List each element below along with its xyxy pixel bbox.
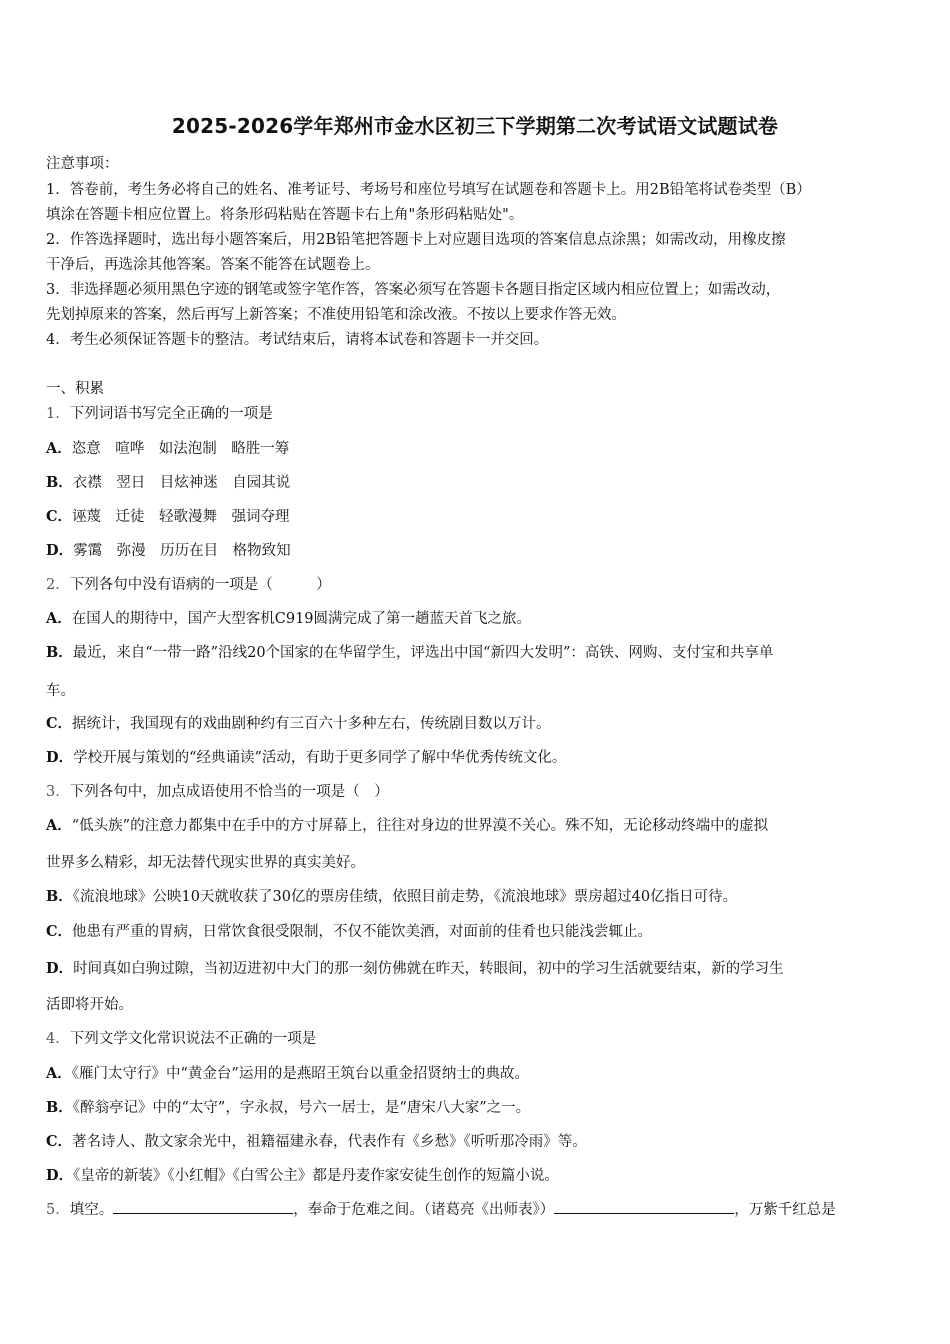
question-5	[46, 1198, 836, 1219]
option-text: 衣襟 翌日 目炫神迷 自园其说	[72, 475, 291, 491]
option-b	[46, 641, 773, 662]
section-heading: 一、积累	[46, 381, 104, 397]
option-text: 他患有严重的胃病，日常饮食很受限制，不仅不能饮美酒，对面前的佳肴也只能浅尝辄止。	[72, 924, 653, 940]
option-label: A．	[46, 817, 72, 834]
option-label: A．	[46, 1065, 72, 1082]
question-number: 3．	[46, 784, 70, 800]
option-c	[46, 920, 652, 941]
question-stem: 下列文学文化常识说法不正确的一项是	[69, 1031, 317, 1047]
option-text: 恣意 喧哗 如法泡制 略胜一筹	[71, 441, 290, 457]
notice-heading: 注意事项：	[46, 156, 119, 172]
option-b	[46, 1096, 530, 1117]
option-d	[46, 957, 784, 978]
option-label: D．	[46, 749, 74, 766]
option-text: 著名诗人、散文家余光中，祖籍福建永春，代表作有《乡愁》《听听那冷雨》等。	[72, 1134, 587, 1150]
question-number: 2．	[46, 577, 70, 593]
question-4	[46, 1027, 316, 1048]
option-label: C．	[46, 715, 73, 732]
option-b	[46, 885, 737, 906]
option-text: 雾霭 弥漫 历历在目 格物致知	[73, 543, 291, 559]
option-label: B．	[46, 644, 73, 661]
option-a	[46, 814, 768, 835]
option-d	[46, 746, 566, 767]
option-d-cont: 活即将开始。	[46, 997, 133, 1013]
option-d	[46, 1164, 559, 1185]
option-label: A．	[46, 610, 72, 627]
option-a	[46, 1062, 529, 1083]
question-number: 5．	[46, 1202, 70, 1218]
notice-line: 1．答卷前，考生务必将自己的姓名、准考证号、考场号和座位号填写在试题卷和答题卡上。用2B铅笔将试卷类型（B）	[46, 182, 811, 198]
question-2	[46, 573, 331, 594]
option-label: A．	[46, 440, 72, 457]
option-label: C．	[46, 1133, 73, 1150]
option-text: 据统计，我国现有的戏曲剧种约有三百六十多种左右，传统剧目数以万计。	[72, 716, 551, 732]
option-a-cont: 世界多么精彩，却无法替代现实世界的真实美好。	[46, 855, 365, 871]
question-stem: 下列词语书写完全正确的一项是	[69, 406, 273, 422]
option-c	[46, 712, 551, 733]
question-1	[46, 402, 273, 423]
option-text: “低头族”的注意力都集中在手中的方寸屏幕上，往往对身边的世界漠不关心。殊不知，无论移动终端中的虚拟	[71, 818, 769, 834]
option-a	[46, 607, 531, 628]
question-number: 1．	[46, 406, 70, 422]
option-label: B．	[46, 1099, 73, 1116]
option-text: 最近，来自“一带一路”沿线20个国家的在华留学生，评选出中国“新四大发明”：高铁、网购、支付宝和共享单	[72, 645, 774, 661]
notice-line: 干净后，再选涂其他答案。答案不能答在试题卷上。	[46, 257, 380, 273]
option-text: 《流浪地球》公映10天就收获了30亿的票房佳绩，依照目前走势，《流浪地球》票房超过40亿指日可待。	[72, 889, 738, 905]
option-label: B．	[46, 888, 73, 905]
question-stem: 下列各句中没有语病的一项是（ ）	[69, 577, 331, 593]
option-text: 时间真如白驹过隙，当初迈进初中大门的那一刻仿佛就在昨天，转眼间，初中的学习生活就要结束，新的学习生	[73, 961, 784, 977]
notice-line: 填涂在答题卡相应位置上。将条形码粘贴在答题卡右上角"条形码粘贴处"。	[46, 207, 524, 223]
question-text: ，万紫千红总是	[734, 1202, 836, 1218]
option-b-cont: 车。	[46, 683, 75, 699]
page-title: 2025-2026学年郑州市金水区初三下学期第二次考试语文试题试卷	[171, 114, 779, 138]
answer-blank[interactable]	[113, 1201, 293, 1214]
option-b	[46, 471, 290, 492]
option-text: 在国人的期待中，国产大型客机C919圆满完成了第一趟蓝天首飞之旅。	[71, 611, 532, 627]
option-label: C．	[46, 923, 73, 940]
option-text: 学校开展与策划的“经典诵读”活动，有助于更多同学了解中华优秀传统文化。	[73, 750, 567, 766]
option-text: 诬蔑 迁徒 轻歌漫舞 强词夺理	[72, 509, 290, 525]
option-label: B．	[46, 474, 73, 491]
option-label: C．	[46, 508, 73, 525]
option-c	[46, 505, 290, 526]
option-text: 《雁门太守行》中“黄金台”运用的是燕昭王筑台以重金招贤纳士的典故。	[71, 1066, 529, 1082]
notice-line: 先划掉原来的答案，然后再写上新答案；不准使用铅笔和涂改液。不按以上要求作答无效。	[46, 307, 626, 323]
option-d	[46, 539, 291, 560]
option-a	[46, 437, 289, 458]
option-c	[46, 1130, 587, 1151]
notice-line: 4．考生必须保证答题卡的整洁。考试结束后，请将本试卷和答题卡一并交回。	[46, 332, 549, 348]
notice-line: 3．非选择题必须用黑色字迹的钢笔或签字笔作答，答案必须写在答题卡各题目指定区域内相应位置上；如需改动，	[46, 282, 781, 298]
option-label: D．	[46, 960, 74, 977]
question-number: 4．	[46, 1031, 70, 1047]
answer-blank[interactable]	[554, 1201, 734, 1214]
option-text: 《皇帝的新装》《小红帽》《白雪公主》都是丹麦作家安徒生创作的短篇小说。	[73, 1168, 559, 1184]
question-text: ，奉命于危难之间。（诸葛亮《出师表》）	[293, 1202, 555, 1218]
option-label: D．	[46, 542, 74, 559]
option-label: D．	[46, 1167, 74, 1184]
question-3	[46, 780, 389, 801]
option-text: 《醉翁亭记》中的“太守”，字永叔，号六一居士，是“唐宋八大家”之一。	[72, 1100, 531, 1116]
notice-line: 2．作答选择题时，选出每小题答案后，用2B铅笔把答题卡上对应题目选项的答案信息点涂黑；如需改动，用橡皮擦	[46, 232, 786, 248]
question-stem: 下列各句中，加点成语使用不恰当的一项是（ ）	[69, 784, 389, 800]
question-lead: 填空。	[69, 1202, 114, 1218]
